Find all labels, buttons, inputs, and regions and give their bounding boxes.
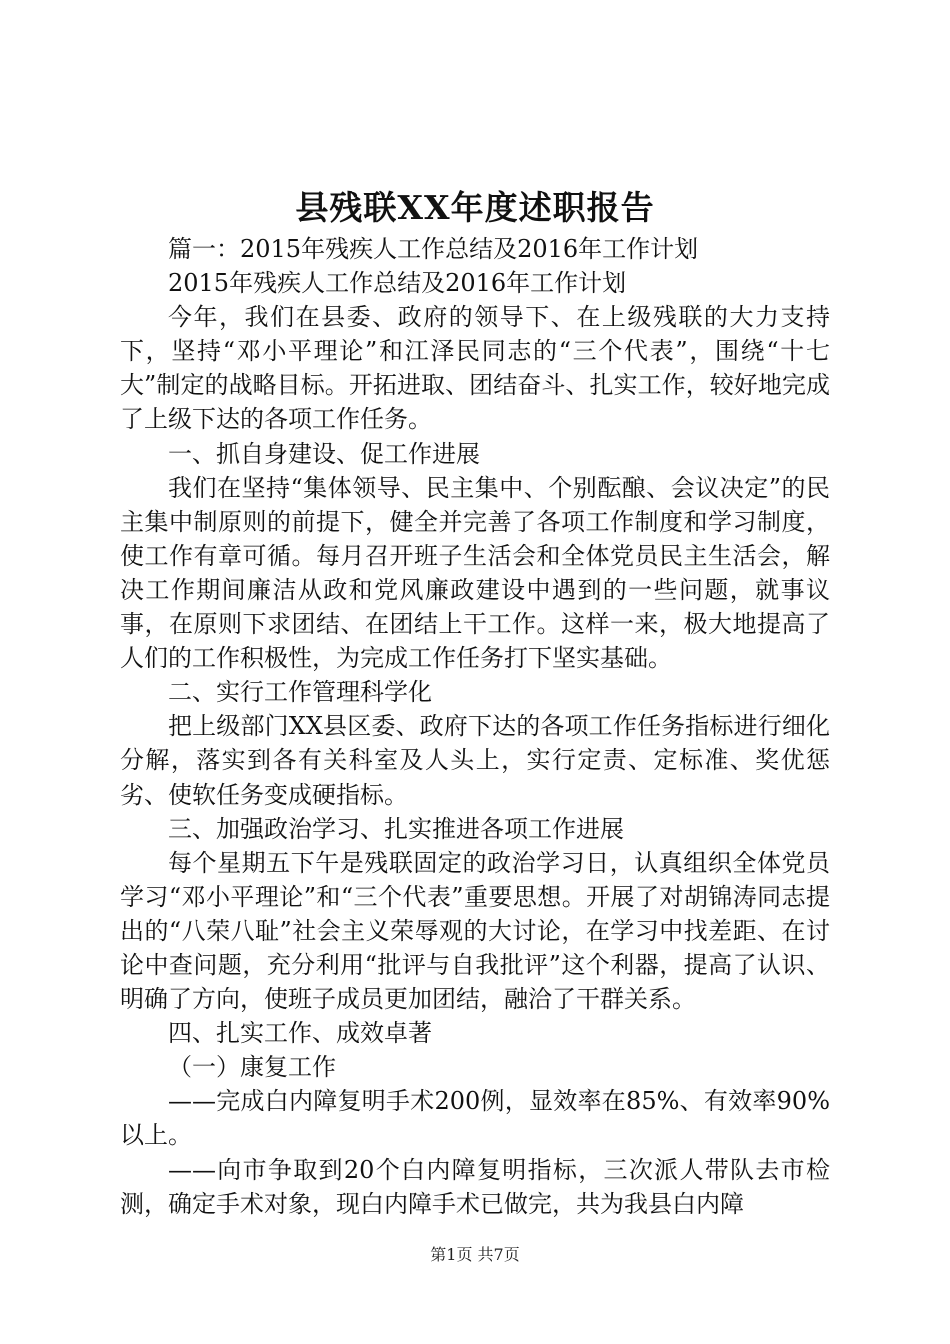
subheading: （一）康复工作 <box>168 1053 336 1082</box>
paragraph: 我们在坚持“集体领导、民主集中、个别酝酿、会议决定”的民主集中制原则的前提下，健全并完善了各项工作制度和学习制度，使工作有章可循。每月召开班子生活会和全体党员民主生活会，解决工作期间廉洁从政和党风廉政建设中遇到的一些问题，就事议事，在原则下求团结、在团结上干工作。这样一来，极大地提高了人们的工作积极性，为完成工作任务打下坚实基础。 <box>120 473 830 673</box>
paragraph: 今年，我们在县委、政府的领导下、在上级残联的大力支持下，坚持“邓小平理论”和江泽民同志的“三个代表”，围绕“十七大”制定的战略目标。开拓进取、团结奋斗、扎实工作，较好地完成了上级下达的各项工作任务。 <box>120 303 830 434</box>
heading: 二、实行工作管理科学化 <box>168 678 432 707</box>
heading: 四、扎实工作、成效卓著 <box>168 1019 432 1048</box>
list-item: ——完成白内障复明手术200例，显效率在85%、有效率90%以上。 <box>120 1087 830 1150</box>
page-number: 第1页 共7页 <box>430 1245 520 1264</box>
paragraph: 每个星期五下午是残联固定的政治学习日，认真组织全体党员学习“邓小平理论”和“三个代表”重要思想。开展了对胡锦涛同志提出的“八荣八耻”社会主义荣辱观的大讨论，在学习中找差距、在讨论中查问题，充分利用“批评与自我批评”这个利器，提高了认识、明确了方向，使班子成员更加团结，融洽了干群关系。 <box>120 848 830 1014</box>
heading: 一、抓自身建设、促工作进展 <box>168 439 480 468</box>
section-title: 篇一：2015年残疾人工作总结及2016年工作计划 <box>168 235 699 263</box>
list-item: ——向市争取到20个白内障复明指标，三次派人带队去市检测，确定手术对象，现白内障手术已做完，共为我县白内障 <box>120 1155 830 1218</box>
paragraph: 把上级部门XX县区委、政府下达的各项工作任务指标进行细化分解，落实到各有关科室及人头上，实行定责、定标准、奖优惩劣、使软任务变成硬指标。 <box>120 712 830 809</box>
heading: 三、加强政治学习、扎实推进各项工作进展 <box>168 814 624 843</box>
subtitle: 2015年残疾人工作总结及2016年工作计划 <box>168 269 627 298</box>
document-title: 县残联XX年度述职报告 <box>295 188 655 227</box>
document-body <box>120 232 830 1221</box>
